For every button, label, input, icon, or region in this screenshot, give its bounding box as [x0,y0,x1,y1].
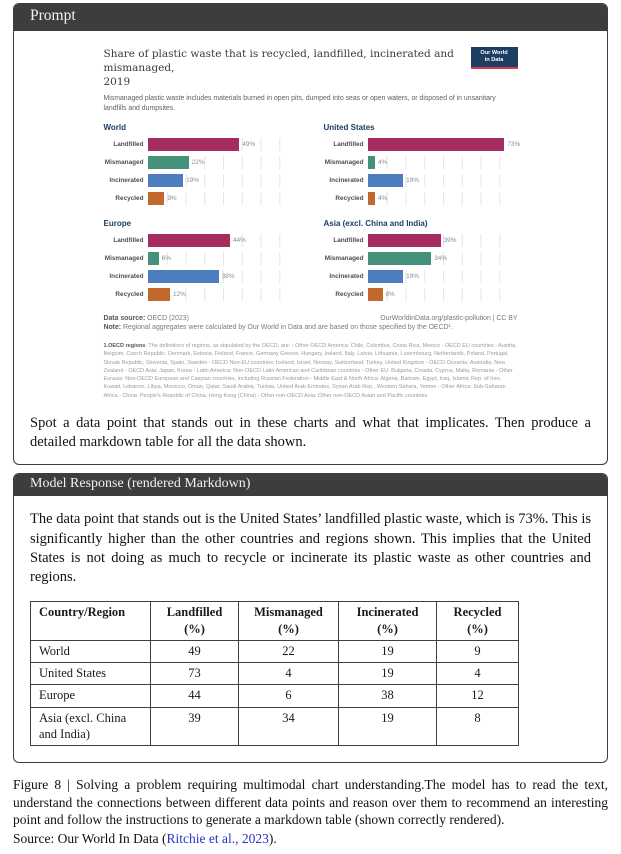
bar-mismanaged [148,252,159,265]
bar-category-label: Incinerated [329,273,364,281]
bar-row [324,234,518,247]
caption-source-prefix: Source: Our World In Data ( [13,831,167,847]
table-cell: 38 [339,685,437,707]
bar-row [104,270,298,283]
chart-panel [104,219,298,306]
table-cell: Asia (excl. China and India) [31,707,151,746]
bar-mismanaged [368,156,376,169]
table-cell: 8 [437,707,519,746]
chart-panel-title: Asia (excl. China and India) [323,219,428,229]
table-cell: 19 [339,640,437,662]
citation-link[interactable]: Ritchie et al., 2023 [166,831,269,847]
bar-row [104,138,298,151]
bar-value-label: 19% [186,177,199,185]
bar-incinerated [368,174,404,187]
bar-track [148,174,298,187]
chart-note-label: Note: [103,324,122,332]
bar-category-label: Incinerated [109,273,144,281]
chart-panel [323,123,521,210]
table-header-cell: Incinerated (%) [339,602,437,641]
bar-category-label: Landfilled [333,237,364,245]
bar-category-label: Recycled [335,291,364,299]
bar-track [368,192,518,205]
bar-row [324,156,518,169]
response-panel-header [14,474,607,496]
table-cell: 6 [239,685,339,707]
table-header-row [31,602,519,641]
table-cell: World [31,640,151,662]
bar-recycled [368,288,383,301]
owid-logo-line2: in Data [484,57,504,63]
bar-track [368,234,518,247]
bar-value-label: 19% [406,177,419,185]
markdown-table [30,601,519,746]
chart-header [104,47,518,90]
table-cell: 12 [437,685,519,707]
chart-title-line2: 2019 [103,76,131,89]
bar-row [324,288,518,301]
bar-mismanaged [368,252,432,265]
bar-value-label: 19% [406,273,419,281]
bar-track [148,192,298,205]
figure-caption-source [13,830,608,848]
bar-track [148,234,298,247]
prompt-panel-body [14,31,607,464]
bar-category-label: Recycled [115,291,144,299]
bar-value-label: 49% [242,141,256,149]
bar-value-label: 22% [191,159,205,167]
bar-value-label: 38% [221,273,235,281]
bar-category-label: Landfilled [113,237,144,245]
chart-attribution: OurWorldinData.org/plastic-pollution | CC BY [380,315,518,323]
prompt-instruction: Spot a data point that stands out in these charts and what that implicates. Then produce a detailed markdown table for all the data shown. [30,414,591,451]
chart-note-value: Regional aggregates were calculated by Our World in Data and are based on those specified by the OECD¹. [121,324,453,332]
bar-category-label: Mismanaged [324,255,364,263]
bar-row [104,252,298,265]
bar-track [368,270,518,283]
bar-track [148,156,298,169]
table-header-cell: Landfilled (%) [151,602,239,641]
table-header-cell: Recycled (%) [437,602,519,641]
prompt-panel [13,3,608,465]
owid-chart [103,47,521,400]
bar-category-label: Landfilled [333,141,364,149]
table-cell: 9 [437,640,519,662]
chart-footnote-text: : The definitions of regions, as stipulated by the OECD, are: - Other OECD America: Chile, Colombia, Costa Rica, Mexico - OECD EU countries : Austria, Belgium, Czech Republic, Denmark, Estonia, Finland, France, Germany Greece, Hungary, Ireland, Italy, Latvia, Lithuania, Luxembourg, Netherlands, Poland, Portugal, Slovak Republic, Slovenia, Spain, Sweden - OECD Non-EU countries: Iceland, Israel, Norway, Switzerland, Turkey, United Kingdom - OECD Oceania: Australia, New Zealand - OECD Asia: Japan, Korea - Latin America: Non-OECD Latin American and Caribbean countries - Other EU: Bulgaria, Croatia, Cyprus, Malta, Romania - Other Eurasia: Non-OECD European and Caspian countries, including Russian Federation - Middle East & North Africa: Algeria, Bahrain, Egypt, Iraq, Islamic Rep. of Iran, Kuwait, Lebanon, Libya, Morocco, Oman, Qatar, Saudi Arabia, Tunisia, United Arab Emirates, Syrian Arab Rep., Western Sahara, Yemen - Other Africa: Sub-Saharan Africa - China: People's Republic of China, Hong Kong (China) - Other non-OECD Asia: Other non-OECD Asian and Pacific countries [103,343,517,399]
owid-logo-line1: Our World [480,50,508,57]
bar-value-label: 39% [443,237,457,245]
bar-row [324,174,518,187]
bar-incinerated [148,270,219,283]
bar-recycled [368,192,376,205]
table-cell: Europe [31,685,151,707]
bar-track [368,252,518,265]
bar-recycled [148,288,171,301]
bar-row [324,270,518,283]
bar-value-label: 73% [507,141,521,149]
chart-panels [103,123,521,306]
response-panel-body [14,496,607,762]
bar-mismanaged [148,156,189,169]
chart-footer [104,315,518,322]
bar-landfilled [148,138,240,151]
chart-footnote [104,342,518,400]
bar-value-label: 6% [161,255,171,263]
bar-row [104,174,298,187]
chart-footnote-label: 1.OECD regions [103,343,146,350]
bar-incinerated [368,270,404,283]
table-cell: 22 [239,640,339,662]
table-header-cell: Mismanaged (%) [239,602,339,641]
chart-title-line1: Share of plastic waste that is recycled, landfilled, incinerated and mismanaged, [103,48,454,75]
chart-panel-title: World [103,123,127,133]
figure-caption: Figure 8 | Solving a problem requiring multimodal chart understanding.The model has to read the text, understand the connections between different data points and reason over them to recommend an interesting point and follow the instructions to generate a markdown table (shown correctly rendered). [13,777,608,828]
prompt-panel-title: Prompt [30,7,76,24]
bar-track [148,138,298,151]
chart-subtitle: Mismanaged plastic waste includes materials burned in open pits, dumped into seas or open waters, or disposed of in unsanitary landfills and dumpsites. [103,94,496,112]
bar-track [368,156,518,169]
bar-row [324,192,518,205]
bar-category-label: Recycled [115,195,144,203]
table-cell: 49 [151,640,239,662]
caption-source-suffix: ). [268,831,277,847]
bar-category-label: Mismanaged [104,159,144,167]
chart-panel [324,219,518,306]
bar-landfilled [368,234,441,247]
bar-value-label: 4% [378,159,388,167]
bar-value-label: 12% [173,291,186,299]
table-header-cell: Country/Region [31,602,151,641]
response-paragraph: The data point that stands out is the United States’ landfilled plastic waste, which is 73%. This is significantly higher than the other countries and regions shown. This implies that the United States is not doing as much to recycle or incinerate its plastic waste as other countries and regions. [30,511,591,586]
bar-category-label: Incinerated [109,177,144,185]
response-panel [13,473,608,763]
bar-category-label: Mismanaged [324,159,364,167]
table-row [31,685,519,707]
chart-panel-title: Europe [103,219,132,229]
response-panel-title: Model Response (rendered Markdown) [30,476,251,492]
table-cell: 19 [339,663,437,685]
bar-value-label: 44% [233,237,246,245]
table-cell: 34 [239,707,339,746]
bar-category-label: Recycled [335,195,364,203]
bar-track [368,138,521,151]
bar-value-label: 34% [434,255,448,263]
prompt-panel-header [14,4,607,31]
bar-category-label: Mismanaged [104,255,144,263]
bar-category-label: Incinerated [329,177,364,185]
bar-row [104,192,298,205]
table-cell: 73 [151,663,239,685]
bar-row [104,288,298,301]
table-cell: 44 [151,685,239,707]
bar-track [148,252,298,265]
bar-value-label: 8% [385,291,395,299]
table-cell: 4 [437,663,519,685]
bar-track [148,270,298,283]
markdown-table-body [31,640,519,745]
bar-incinerated [148,174,184,187]
bar-row [324,138,521,151]
table-cell: 19 [339,707,437,746]
table-row [31,707,519,746]
table-cell: 4 [239,663,339,685]
owid-logo [471,47,518,69]
data-source-label: Data source: [103,315,146,323]
bar-row [324,252,518,265]
bar-row [104,156,298,169]
chart-panel-title: United States [323,123,375,133]
table-cell: United States [31,663,151,685]
markdown-table-head [31,602,519,641]
bar-track [368,288,518,301]
data-source-value: OECD (2023) [145,315,189,323]
bar-row [104,234,298,247]
table-row [31,640,519,662]
chart-title [104,47,456,90]
chart-data-source [104,315,189,322]
bar-recycled [148,192,165,205]
bar-value-label: 9% [167,195,177,203]
bar-track [368,174,518,187]
chart-panel [104,123,298,210]
table-row [31,663,519,685]
bar-track [148,288,298,301]
bar-landfilled [148,234,231,247]
table-cell: 39 [151,707,239,746]
bar-value-label: 4% [378,195,388,203]
chart-note [104,324,518,331]
bar-category-label: Landfilled [113,141,144,149]
bar-landfilled [368,138,505,151]
